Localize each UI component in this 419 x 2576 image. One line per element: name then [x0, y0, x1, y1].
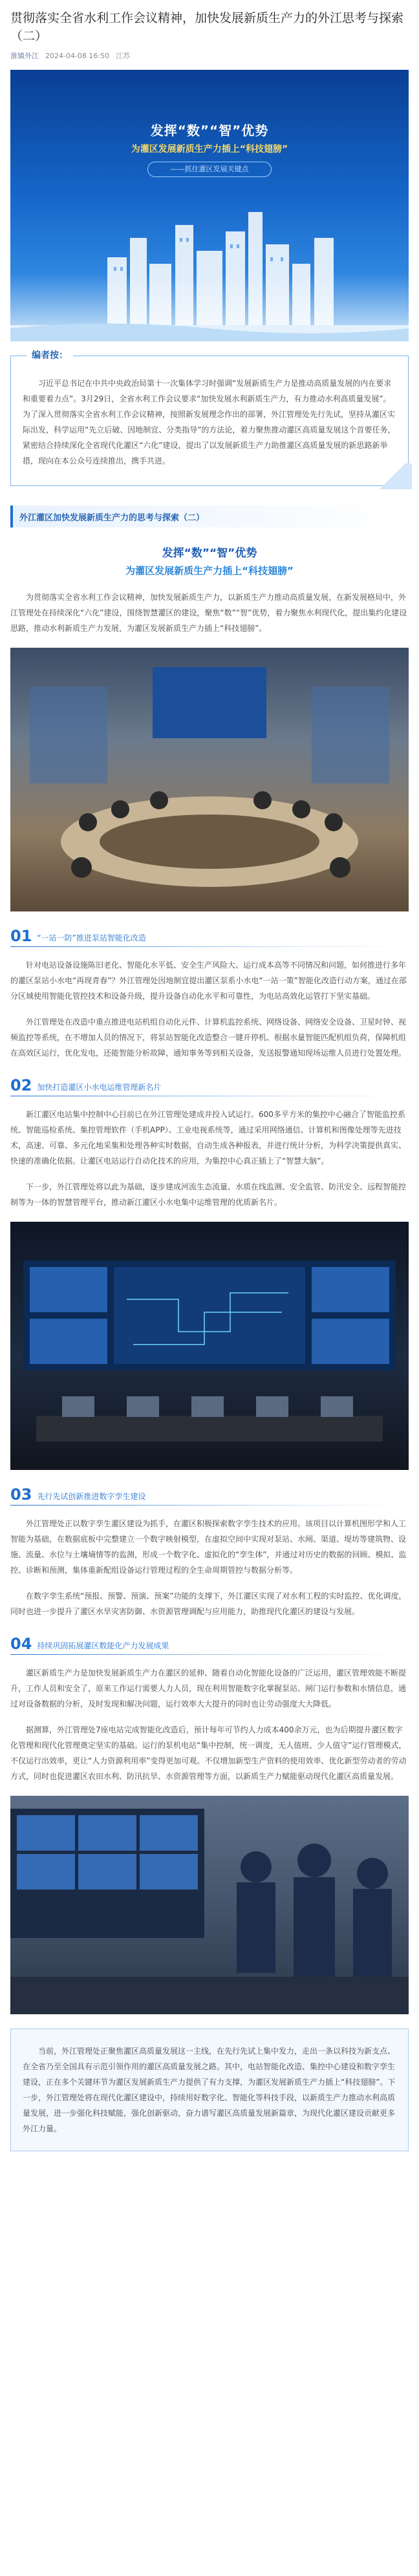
control-center-photo [10, 1222, 409, 1470]
article-title: 贯彻落实全省水利工作会议精神，加快发展新质生产力的外江思考与探索（二） [10, 11, 404, 43]
point-01-paragraph-1: 针对电站设备设施陈旧老化、智能化水平低、安全生产风险大、运行成本高等不同情况和问题，如何推进行多年的灌区泵站小水电“再现青春”？外江管理处因地制宜提出灌区泵系小水电“一站一策”智能化改造行动方案，通过在部分区域使用智能化管控技术和设备升级，提升设备自动化水平和可靠性，为电站高效化运管打下坚实基础。 [10, 961, 407, 1001]
point-03-divider [10, 1505, 409, 1506]
staff-monitoring-graphic [10, 1796, 409, 2014]
point-03-paragraph-2: 在数字孪生系统“预报、预警、预演、预案”功能的支撑下，外江灌区实现了对水利工程的实时监控、优化调度，同时也进一步提升了灌区水旱灾害防御、水资源管理调配与应用能力，助推现代化灌区的建设与发展。 [10, 1591, 407, 1616]
meeting-scene-graphic [10, 648, 409, 911]
editor-note-box [10, 350, 409, 486]
point-01-paragraph-2: 外江管理处在改造中重点推进电站机组自动化元件、计算机监控系统、网络设备、网络安全设备、卫星时钟、视频监控等系统，在不增加人员的情况下，将泵站智能化改造整合一键开停机、根据水量智能匹配机组负荷，保障机组在高效区运行，优化发电，还能智能分析故障，通知事务等到相关设备，发送报警通知现场运维人员进行处置处理。 [10, 1017, 407, 1058]
section-heading: 发挥“数”“智”优势 [162, 547, 257, 560]
point-01-title: “一站一防”推进泵站智能化改造 [37, 933, 146, 942]
article-source-link[interactable]: 淮镇外江 [10, 52, 39, 60]
banner-title: 发挥“数”“智”优势 [150, 123, 269, 138]
point-04-divider [10, 1654, 409, 1655]
point-03-paragraph-1: 外江管理处正以数字孪生灌区建设为抓手，在灌区积极探索数字孪生技术的应用。该项目以计算机图形学和人工智能为基础，在数据底板中完整建立一个数字映射模型，在虚拟空间中实现对泵站、水闸、渠道、堤坊等建筑物、设施、流量、水位与土壤墒情等的监测，形成一个数字化、虚拟化的“孪生体”，并通过对历史的数据的回顾、模拟、监控、诊断和预测，集体重新配组设备运行管理过程的全生命周期管控与数据分析等。 [10, 1519, 407, 1575]
point-04-number: 04 [10, 1635, 32, 1653]
decorative-corner [373, 463, 412, 489]
meeting-room-photo [10, 648, 409, 911]
conclusion-text: 当前，外江管理处正聚焦灌区高质量发展这一主线，在先行先试上集中发力，走出一条以科技为新支点、在全省乃至全国具有示范引领作用的灌区高质量发展之路。其中，电站智能化改造、集控中心建设和数字孪生建设，正在多个关键环节为灌区发展新质生产力提供了有力支撑，为灌区发展新质生产力插上“科技翅膀”。下一步，外江管理处将在现代化灌区建设中，持续用好数字化、智能化等科技手段，以新质生产力推动水利高质量发展，进一步强化科技赋能，强化创新驱动，奋力谱写灌区高质量发展新篇章，为现代化灌区建设贡献更多外江力量。 [23, 2047, 396, 2133]
point-02-title: 加快打造灌区小水电运维管理新名片 [37, 1083, 162, 1092]
point-03-number: 03 [10, 1485, 32, 1504]
article-meta [10, 50, 409, 61]
section-header [10, 506, 409, 527]
header-banner-image [10, 70, 409, 341]
conclusion-box [10, 2028, 409, 2151]
section-subheading: 为灌区发展新质生产力插上“科技翅膀” [125, 565, 294, 577]
point-02-number: 02 [10, 1076, 32, 1094]
editor-note-label: 编者按： [27, 348, 73, 361]
point-02-header [10, 1078, 409, 1093]
banner-subtitle: 为灌区发展新质生产力插上“科技翅膀” [131, 144, 288, 154]
point-01-header [10, 928, 409, 944]
point-04-paragraph-2: 据测算，外江管理处7座电站完成智能化改造后，预计每年可节约人力成本400余万元，也为后期提升灌区数字化管理和现代化管理奠定坚实的基础。运行的泵机电站“集中控制，统一调度，无人值班、少人值守”运行管理模式，不仅运行出效率，更让“人力资源利用率”变得更加可观。不仅增加新型生产资料的使用效率、优化新型劳动者的劳动方式，同时也促进灌区农田水利、防汛抗旱、水资源管理等方面，以新质生产力赋能驱动现代化灌区高质量发展。 [10, 1725, 407, 1781]
editor-note-text: 习近平总书记在中共中央政治局第十一次集体学习时强调“发展新质生产力是推动高质量发展的内在要求和重要着力点”。3月29日，全省水利工作会议要求“加快发展水利新质生产力，有力推动水利高质量发展”。为了深入贯彻落实全省水利工作会议精神，按照新发展理念作出的部署，外江管理处先行先试，坚持从灌区实际出发，科学运用“先立后破、因地制宜、分类指导”的方法论，着力聚焦推动灌区高质量发展这个首要任务，紧密结合持续深化全省现代化灌区“六化”建设，提出了以发展新质生产力助推灌区高质量发展的新思路新举措，现向在本公众号连续推出，携手共进。 [23, 379, 396, 465]
section-header-text: 外江灌区加快发展新质生产力的思考与探索（二） [19, 513, 205, 523]
point-04-header [10, 1636, 409, 1652]
control-center-graphic [10, 1222, 409, 1470]
point-03-header [10, 1487, 409, 1502]
point-04-paragraph-1: 灌区新质生产力是加快发展新质生产力在灌区的延伸、随着自动化智能化设备的广泛运用，灌区管理效能不断提升，工作人员和安全了，原来工作运行需要人力人员，现在利用智能数字化掌握泵站、闸门运行参数和水情信息，通过对设备数据的分析，及时发现和解决问题，运行效率大大提升的同时也让劳动强度大大降低。 [10, 1668, 407, 1708]
city-skyline-graphic [10, 193, 409, 341]
staff-monitoring-photo [10, 1796, 409, 2014]
point-01-divider [10, 946, 409, 947]
point-03-title: 先行先试创新推进数字孪生建设 [37, 1492, 146, 1501]
banner-tag: ——抓住灌区发展关键点 [147, 162, 272, 177]
point-02-paragraph-2: 下一步，外江管理处将以此为基础，逐步建成河流生态流量、水质在线监测、安全监管、防汛安全、远程智能控制等为一体的智慧管理平台，推动新江灌区小水电集中运维管理的优质新名片。 [10, 1182, 407, 1207]
article-datetime: 2024-04-08 16:50 [45, 51, 110, 60]
article-location: 江苏 [116, 52, 131, 60]
intro-paragraph: 为贯彻落实全省水利工作会议精神，加快发展新质生产力，以新质生产力推动高质量发展，在新发展格局中，外江管理处在持续深化“六化”建设，围绕智慧灌区的建设，聚焦“数”“智”优势，着力聚焦水利现代化，提出集约化建设思路，推动水利新质生产力发展，为灌区发展新质生产力插上“科技翅膀”。 [10, 593, 407, 633]
point-02-paragraph-1: 新江灌区电站集中控制中心目前已在外江管理处建成并投入试运行。600多平方米的集控中心融合了智能监控系统、智能巡检系统、集控管理软件（手机APP）、工业电视系统等，通过采用网络通信、计算机和图像处理等先进技术，高速、可靠、多元化地采集和处理各种实时数据，自动生成各种报表，并进行统计分析，为科学决策提供真实、快速的准确化依据。让灌区电站运行自动化技术的应用，为集控中心真正插上了“智慧大脑”。 [10, 1110, 407, 1166]
point-04-title: 持续巩固拓展灌区数能化产力发展成果 [37, 1641, 169, 1650]
point-01-number: 01 [10, 927, 32, 945]
